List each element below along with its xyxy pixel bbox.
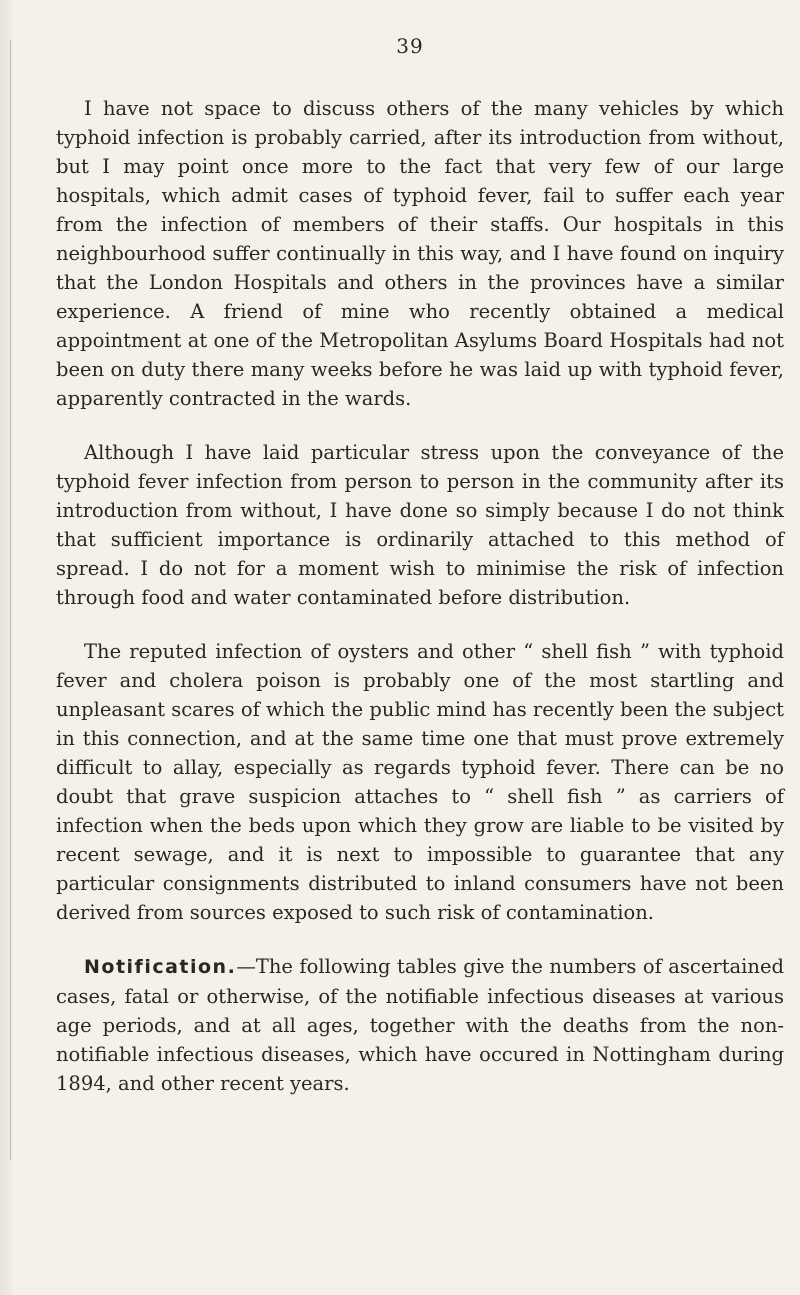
page-gutter bbox=[0, 0, 14, 1295]
page-body bbox=[56, 94, 784, 1123]
paragraph-3: The reputed infection of oysters and other “ shell fish ” with typhoid fever and cholera poison is probably one of the most startling and unpleasant scares of which the public mind has recently been the subject in this connection, and at the same time one that must prove extremely difficult to allay, especially as regards typhoid fever. There can be no doubt that grave suspicion attaches to “ shell fish ” as carriers of infection when the beds upon which they grow are liable to be visited by recent sewage, and it is next to impossible to guarantee that any particular consignments distributed to inland consumers have not been derived from sources exposed to such risk of contamination. bbox=[56, 640, 784, 924]
paragraph-1: I have not space to discuss others of the many vehicles by which typhoid infection is probably carried, after its introduction from without, but I may point once more to the fact that very few of our large hospitals, which admit cases of typhoid fever, fail to suffer each year from the infection of members of their staffs. Our hospitals in this neighbourhood suffer continually in this way, and I have found on inquiry that the London Hospitals and others in the provinces have a similar experience. A friend of mine who recently obtained a medical appointment at one of the Metropolitan Asylums Board Hospitals had not been on duty there many weeks before he was laid up with typhoid fever, apparently contracted in the wards. bbox=[56, 97, 784, 410]
paragraph-2: Although I have laid particular stress upon the conveyance of the typhoid fever infection from person to person in the community after its introduction from without, I have done so simply because I do not think that sufficient importance is ordinarily attached to this method of spread. I do not for a moment wish to minimise the risk of infection through food and water contaminated before distribution. bbox=[56, 441, 784, 609]
page-number: 39 bbox=[396, 34, 424, 58]
notification-heading: Notification. bbox=[84, 956, 237, 978]
binding-edge bbox=[10, 40, 11, 1160]
notification-paragraph bbox=[56, 952, 784, 1098]
notification-text: —The following tables give the numbers of ascertained cases, fatal or otherwise, of the notifiable infectious diseases at various age periods, and at all ages, together with the deaths from the non-notifiable infectious diseases, which have occured in Nottingham during 1894, and other recent years. bbox=[56, 955, 784, 1095]
